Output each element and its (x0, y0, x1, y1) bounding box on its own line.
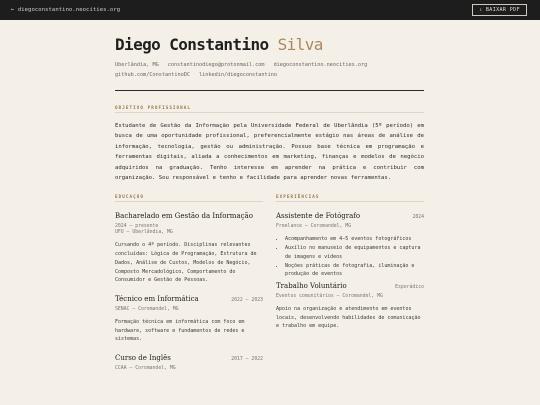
profile-text: Estudante de Gestão da Informação pela Universidade Federal de Uberlândia (5º período) em busca de uma oportunidade profissional, preferencialmente estágio nas áreas de análise de informação, tecnologia, gestão ou administração. Possuo base técnica em programação e ferramentas digitais, aliada a conhecimentos em marketing, finanças e modelos de negócio adquiridos na graduação. Tenho interesse em aprender na prática e contribuir com organização. Sou responsável e tenho e facilidade para aprender novas ferramentas. (115, 123, 424, 182)
education-item-date: 2022 — 2023 (231, 297, 263, 303)
education-item (115, 212, 263, 285)
experience-item (276, 282, 424, 331)
first-name: Diego Constantino (115, 35, 269, 54)
experience-item-title: Trabalho Voluntário (276, 281, 347, 290)
experience-item-title: Assistente de Fotógrafo (276, 212, 361, 221)
last-name: Silva (277, 35, 323, 54)
education-item-place: SENAC — Coromandel, MG (115, 306, 179, 312)
education-item (115, 295, 263, 344)
education-item-desc: Cursando o 4º período. Disciplinas relevantes concluídas: Lógica de Programação, Estrutura de Dados, Análise de Custos, Modelos de Negócio, Composto Mercadológico, Comportamento do Consumidor e Gestão de Pessoas. (115, 242, 257, 284)
list-item: • Noções práticas de fotografia, iluminação e produção de eventos (285, 262, 424, 279)
education-item-desc: Formação técnica em informática com foco em hardware, software e fundamentos de redes e sistemas. (115, 318, 245, 343)
experience-bullet-list (276, 235, 424, 279)
education-item (115, 354, 263, 371)
back-link[interactable]: ← diegoconstantino.neocities.org (11, 7, 121, 13)
contact-website[interactable]: diegoconstantino.neocities.org (273, 62, 368, 68)
experience-item-date: 2024 (412, 215, 424, 221)
header-divider (115, 90, 424, 91)
education-item-date: 2024 – presente (115, 224, 159, 230)
experience-section (276, 194, 424, 371)
experience-item-place: Freelance — Coromandel, MG (276, 224, 352, 230)
list-item: • Acompanhamento em 4–5 eventos fotográficos (285, 235, 424, 244)
list-item: • Auxílio no manuseio de equipamentos e captura de imagens e vídeos (285, 244, 424, 261)
profile-section-title: OBJETIVO PROFISSIONAL (115, 105, 424, 113)
experience-item-place: Eventos comunitários — Coromandel, MG (276, 293, 383, 299)
experience-item-desc: Apoio na organização e atendimento em eventos locais, desenvolvendo habilidades de comunicação e trabalho em equipe. (276, 305, 421, 330)
contact-location: Uberlândia, MG (115, 62, 159, 68)
download-pdf-button[interactable]: ⇩ BAIXAR PDF (472, 4, 527, 16)
contact-email[interactable]: constantinodiego@protonmail.com (167, 62, 265, 68)
contact-linkedin[interactable]: linkedin/diegoconstantino (198, 72, 278, 78)
education-section-title: EDUCAÇÃO (115, 194, 263, 202)
contact-info (115, 60, 424, 80)
education-item-title: Técnico em Informática (115, 294, 199, 303)
experience-section-title: EXPERIÊNCIAS (276, 194, 424, 202)
education-item-place: CCAA — Coromandel, MG (115, 366, 176, 372)
contact-github[interactable]: github.com/ConstantinoDC (115, 72, 190, 78)
two-column-section (115, 194, 424, 371)
education-section (115, 194, 263, 371)
experience-item-date: Esporádico (395, 284, 424, 290)
education-item-title: Curso de Inglês (115, 354, 171, 363)
education-item-title: Bacharelado em Gestão da Informação (115, 212, 253, 221)
education-item-place: UFU — Uberlândia, MG (115, 230, 173, 236)
resume (115, 20, 424, 371)
experience-item (276, 212, 424, 279)
profile-section (115, 105, 424, 183)
education-item-date: 2017 — 2022 (231, 357, 263, 363)
page-title (115, 35, 424, 54)
top-bar (0, 0, 540, 20)
